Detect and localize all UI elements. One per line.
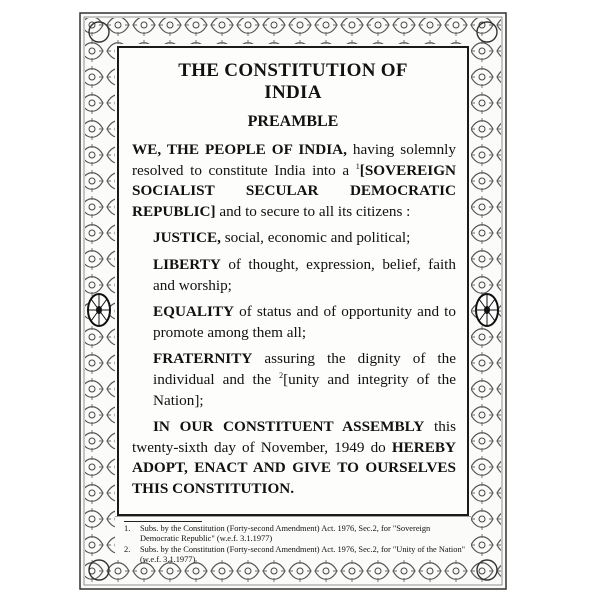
closing-text: this twenty-sixth day of November, 1949 do [132, 418, 456, 456]
title-line-1: THE CONSTITUTION OF [178, 60, 408, 81]
opening-text: having solemnly resolved to constitute India into a [132, 141, 456, 179]
republic-bold: [SOVEREIGN SOCIALIST SECULAR DEMOCRATIC REPUBLIC] [132, 161, 456, 220]
fraternity-bold: FRATERNITY [153, 350, 253, 368]
opening-paragraph [132, 140, 456, 222]
equality-bold: EQUALITY [153, 303, 235, 321]
footnote-ref-2: 2 [279, 370, 284, 380]
ashoka-chakra-icon [473, 290, 501, 330]
justice-bold: JUSTICE, [153, 229, 221, 247]
ashoka-chakra-icon [85, 290, 113, 330]
footnote-number: 1. [124, 524, 131, 533]
fraternity-paragraph [132, 349, 456, 411]
justice-paragraph [132, 228, 456, 249]
footnote-item [124, 545, 466, 566]
closing-bold-2: HEREBY ADOPT, ENACT AND GIVE TO OURSELVES THIS CONSTITUTION. [132, 438, 456, 497]
justice-text: social, economic and political; [220, 229, 411, 247]
footnote-text: Subs. by the Constitution (Forty-second Amendment) Act. 1976, Sec.2, for "Sovereign Democratic Republic" (w.e.f. 3.1.1977) [140, 524, 431, 544]
liberty-paragraph [132, 255, 456, 296]
preamble-body [132, 140, 456, 500]
equality-text: of status and of opportunity and to promote among them all; [153, 303, 456, 341]
opening-bold: WE, THE PEOPLE OF INDIA, [132, 141, 347, 158]
liberty-text: of thought, expression, belief, faith and worship; [153, 255, 456, 294]
fraternity-text: assuring the dignity of the individual and the [153, 350, 456, 388]
footnote-item [124, 524, 466, 545]
footnote-rule [124, 521, 202, 522]
preamble-page [79, 12, 507, 590]
page-title [119, 60, 467, 104]
fraternity-text-2: [unity and integrity of the Nation]; [153, 370, 456, 409]
footnote-text: Subs. by the Constitution (Forty-second Amendment) Act. 1976, Sec.2, for "Unity of the Nation" (w.e.f. 3.1.1977) [140, 544, 466, 565]
opening-text-2: and to secure to all its citizens : [215, 202, 411, 220]
footnotes [124, 524, 466, 566]
footnote-number: 2. [124, 544, 131, 554]
closing-paragraph [132, 417, 456, 499]
preamble-heading: PREAMBLE [247, 113, 339, 130]
footnote-ref-1: 1 [355, 161, 360, 171]
title-line-2: INDIA [264, 82, 322, 103]
equality-paragraph [132, 302, 456, 343]
closing-bold-1: IN OUR CONSTITUENT ASSEMBLY [153, 418, 425, 436]
liberty-bold: LIBERTY [153, 255, 221, 273]
